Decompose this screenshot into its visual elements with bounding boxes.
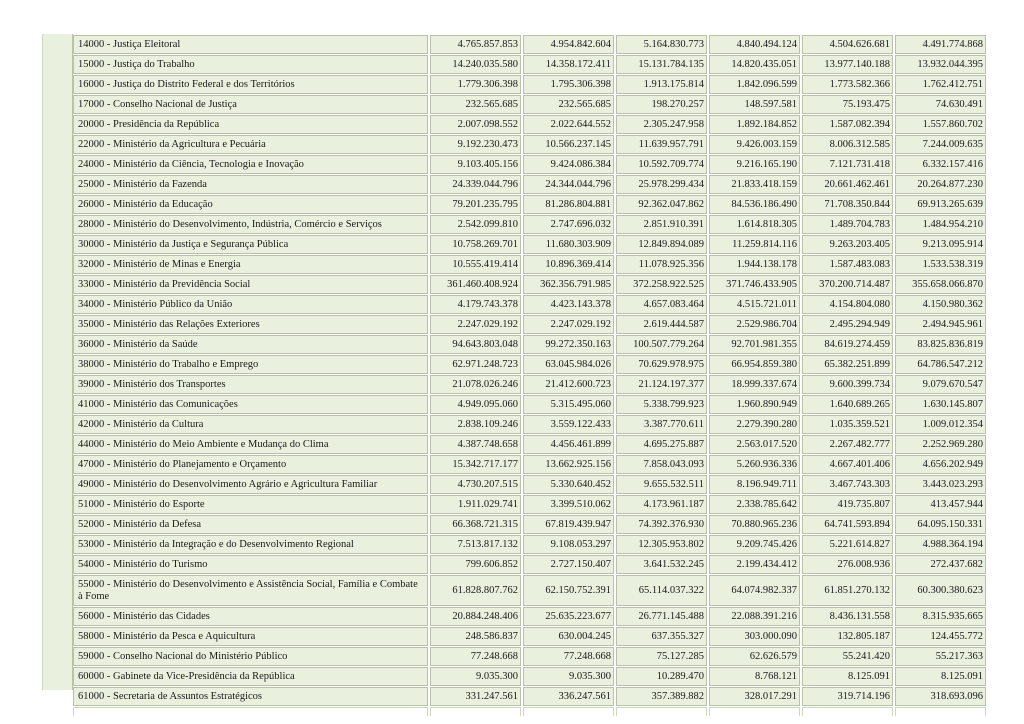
value-cell: 2.494.945.961 (895, 315, 986, 334)
value-cell: 5.330.640.452 (523, 475, 614, 494)
value-cell: 8.315.935.665 (895, 607, 986, 626)
table-row (73, 395, 986, 414)
value-cell: 70.629.978.975 (616, 355, 707, 374)
value-cell: 5.221.614.827 (802, 535, 893, 554)
value-cell: 7.244.009.635 (895, 135, 986, 154)
value-cell: 11.680.303.909 (523, 235, 614, 254)
value-cell: 99.272.350.163 (523, 335, 614, 354)
value-cell: 9.108.053.297 (523, 535, 614, 554)
empty-cell (73, 707, 428, 716)
value-cell: 4.515.721.011 (709, 295, 800, 314)
value-cell: 75.127.285 (616, 647, 707, 666)
value-cell: 25.978.299.434 (616, 175, 707, 194)
value-cell: 77.248.668 (523, 647, 614, 666)
table-row (73, 475, 986, 494)
value-cell: 5.338.799.923 (616, 395, 707, 414)
organ-name-cell: 35000 - Ministério das Relações Exteriores (73, 315, 428, 334)
value-cell: 3.641.532.245 (616, 555, 707, 574)
value-cell: 1.842.096.599 (709, 75, 800, 94)
table-row (73, 235, 986, 254)
value-cell: 26.771.145.488 (616, 607, 707, 626)
value-cell: 9.209.745.426 (709, 535, 800, 554)
organ-name-cell: 51000 - Ministério do Esporte (73, 495, 428, 514)
value-cell: 2.247.029.192 (430, 315, 521, 334)
value-cell: 4.179.743.378 (430, 295, 521, 314)
value-cell: 2.007.098.552 (430, 115, 521, 134)
value-cell: 2.838.109.246 (430, 415, 521, 434)
organ-name-cell: 28000 - Ministério do Desenvolvimento, Indústria, Comércio e Serviços (73, 215, 428, 234)
value-cell: 1.533.538.319 (895, 255, 986, 274)
empty-cell (802, 707, 893, 716)
value-cell: 79.201.235.795 (430, 195, 521, 214)
value-cell: 84.619.274.459 (802, 335, 893, 354)
value-cell: 55.217.363 (895, 647, 986, 666)
table-row (73, 135, 986, 154)
value-cell: 83.825.836.819 (895, 335, 986, 354)
value-cell: 84.536.186.490 (709, 195, 800, 214)
value-cell: 100.507.779.264 (616, 335, 707, 354)
table-row (73, 435, 986, 454)
left-margin-column (42, 34, 73, 690)
value-cell: 4.173.961.187 (616, 495, 707, 514)
value-cell: 61.828.807.762 (430, 575, 521, 606)
value-cell: 5.260.936.336 (709, 455, 800, 474)
organ-name-cell: 34000 - Ministério Público da União (73, 295, 428, 314)
value-cell: 276.008.936 (802, 555, 893, 574)
value-cell: 799.606.852 (430, 555, 521, 574)
value-cell: 64.095.150.331 (895, 515, 986, 534)
value-cell: 3.559.122.433 (523, 415, 614, 434)
value-cell: 9.035.300 (430, 667, 521, 686)
budget-table (71, 34, 988, 717)
value-cell: 64.741.593.894 (802, 515, 893, 534)
table-row (73, 155, 986, 174)
value-cell: 9.035.300 (523, 667, 614, 686)
value-cell: 2.563.017.520 (709, 435, 800, 454)
value-cell: 318.693.096 (895, 687, 986, 706)
value-cell: 25.635.223.677 (523, 607, 614, 626)
value-cell: 357.389.882 (616, 687, 707, 706)
value-cell: 2.747.696.032 (523, 215, 614, 234)
value-cell: 10.896.369.414 (523, 255, 614, 274)
organ-name-cell: 53000 - Ministério da Integração e do Desenvolvimento Regional (73, 535, 428, 554)
value-cell: 1.762.412.751 (895, 75, 986, 94)
value-cell: 9.103.405.156 (430, 155, 521, 174)
value-cell: 1.795.306.398 (523, 75, 614, 94)
value-cell: 4.840.494.124 (709, 35, 800, 54)
table-row (73, 115, 986, 134)
value-cell: 148.597.581 (709, 95, 800, 114)
value-cell: 5.164.830.773 (616, 35, 707, 54)
value-cell: 2.247.029.192 (523, 315, 614, 334)
value-cell: 67.819.439.947 (523, 515, 614, 534)
empty-cell (430, 707, 521, 716)
table-row (73, 607, 986, 626)
organ-name-cell: 56000 - Ministério das Cidades (73, 607, 428, 626)
organ-name-cell: 38000 - Ministério do Trabalho e Emprego (73, 355, 428, 374)
value-cell: 7.121.731.418 (802, 155, 893, 174)
organ-name-cell: 59000 - Conselho Nacional do Ministério Público (73, 647, 428, 666)
value-cell: 132.805.187 (802, 627, 893, 646)
value-cell: 8.196.949.711 (709, 475, 800, 494)
value-cell: 2.022.644.552 (523, 115, 614, 134)
organ-name-cell: 26000 - Ministério da Educação (73, 195, 428, 214)
value-cell: 2.495.294.949 (802, 315, 893, 334)
table-row (73, 195, 986, 214)
value-cell: 64.074.982.337 (709, 575, 800, 606)
value-cell: 361.460.408.924 (430, 275, 521, 294)
value-cell: 10.566.237.145 (523, 135, 614, 154)
value-cell: 24.344.044.796 (523, 175, 614, 194)
value-cell: 413.457.944 (895, 495, 986, 514)
value-cell: 66.954.859.380 (709, 355, 800, 374)
value-cell: 61.851.270.132 (802, 575, 893, 606)
organ-name-cell: 32000 - Ministério de Minas e Energia (73, 255, 428, 274)
value-cell: 10.555.419.414 (430, 255, 521, 274)
value-cell: 20.661.462.461 (802, 175, 893, 194)
blank-row (73, 707, 986, 716)
value-cell: 336.247.561 (523, 687, 614, 706)
organ-name-cell: 55000 - Ministério do Desenvolvimento e Assistência Social, Família e Combate à Fome (73, 575, 428, 606)
value-cell: 4.730.207.515 (430, 475, 521, 494)
value-cell: 9.079.670.547 (895, 375, 986, 394)
table-row (73, 95, 986, 114)
table-row (73, 255, 986, 274)
value-cell: 13.977.140.188 (802, 55, 893, 74)
value-cell: 2.851.910.391 (616, 215, 707, 234)
value-cell: 4.954.842.604 (523, 35, 614, 54)
empty-cell (709, 707, 800, 716)
empty-cell (895, 707, 986, 716)
value-cell: 4.387.748.658 (430, 435, 521, 454)
value-cell: 1.489.704.783 (802, 215, 893, 234)
value-cell: 319.714.196 (802, 687, 893, 706)
value-cell: 62.626.579 (709, 647, 800, 666)
value-cell: 13.662.925.156 (523, 455, 614, 474)
value-cell: 92.362.047.862 (616, 195, 707, 214)
value-cell: 15.342.717.177 (430, 455, 521, 474)
value-cell: 1.587.483.083 (802, 255, 893, 274)
organ-name-cell: 22000 - Ministério da Agricultura e Pecuária (73, 135, 428, 154)
value-cell: 7.858.043.093 (616, 455, 707, 474)
value-cell: 1.035.359.521 (802, 415, 893, 434)
table-row (73, 455, 986, 474)
value-cell: 66.368.721.315 (430, 515, 521, 534)
value-cell: 13.932.044.395 (895, 55, 986, 74)
value-cell: 2.529.986.704 (709, 315, 800, 334)
table-row (73, 55, 986, 74)
value-cell: 232.565.685 (523, 95, 614, 114)
table-row (73, 575, 986, 606)
value-cell: 6.332.157.416 (895, 155, 986, 174)
organ-name-cell: 24000 - Ministério da Ciência, Tecnologia e Inovação (73, 155, 428, 174)
table-row (73, 555, 986, 574)
value-cell: 11.639.957.791 (616, 135, 707, 154)
value-cell: 248.586.837 (430, 627, 521, 646)
value-cell: 637.355.327 (616, 627, 707, 646)
value-cell: 4.657.083.464 (616, 295, 707, 314)
organ-name-cell: 30000 - Ministério da Justiça e Segurança Pública (73, 235, 428, 254)
value-cell: 419.735.807 (802, 495, 893, 514)
value-cell: 55.241.420 (802, 647, 893, 666)
value-cell: 9.600.399.734 (802, 375, 893, 394)
value-cell: 71.708.350.844 (802, 195, 893, 214)
table-row (73, 375, 986, 394)
table-row (73, 315, 986, 334)
value-cell: 1.779.306.398 (430, 75, 521, 94)
value-cell: 9.192.230.473 (430, 135, 521, 154)
table-row (73, 355, 986, 374)
value-cell: 1.587.082.394 (802, 115, 893, 134)
table-row (73, 667, 986, 686)
value-cell: 7.513.817.132 (430, 535, 521, 554)
value-cell: 1.773.582.366 (802, 75, 893, 94)
organ-name-cell: 17000 - Conselho Nacional de Justiça (73, 95, 428, 114)
value-cell: 198.270.257 (616, 95, 707, 114)
value-cell: 370.200.714.487 (802, 275, 893, 294)
value-cell: 5.315.495.060 (523, 395, 614, 414)
value-cell: 4.695.275.887 (616, 435, 707, 454)
value-cell: 1.557.860.702 (895, 115, 986, 134)
value-cell: 4.491.774.868 (895, 35, 986, 54)
value-cell: 4.765.857.853 (430, 35, 521, 54)
empty-cell (523, 707, 614, 716)
value-cell: 9.263.203.405 (802, 235, 893, 254)
value-cell: 1.630.145.807 (895, 395, 986, 414)
value-cell: 9.424.086.384 (523, 155, 614, 174)
value-cell: 62.971.248.723 (430, 355, 521, 374)
value-cell: 64.786.547.212 (895, 355, 986, 374)
value-cell: 3.399.510.062 (523, 495, 614, 514)
value-cell: 4.456.461.899 (523, 435, 614, 454)
value-cell: 20.884.248.406 (430, 607, 521, 626)
value-cell: 272.437.682 (895, 555, 986, 574)
value-cell: 4.423.143.378 (523, 295, 614, 314)
organ-name-cell: 60000 - Gabinete da Vice-Presidência da República (73, 667, 428, 686)
value-cell: 4.667.401.406 (802, 455, 893, 474)
value-cell: 20.264.877.230 (895, 175, 986, 194)
value-cell: 2.279.390.280 (709, 415, 800, 434)
value-cell: 9.216.165.190 (709, 155, 800, 174)
value-cell: 303.000.090 (709, 627, 800, 646)
value-cell: 14.820.435.051 (709, 55, 800, 74)
organ-name-cell: 14000 - Justiça Eleitoral (73, 35, 428, 54)
value-cell: 3.467.743.303 (802, 475, 893, 494)
organ-name-cell: 41000 - Ministério das Comunicações (73, 395, 428, 414)
value-cell: 10.592.709.774 (616, 155, 707, 174)
table-row (73, 35, 986, 54)
value-cell: 2.542.099.810 (430, 215, 521, 234)
value-cell: 328.017.291 (709, 687, 800, 706)
value-cell: 94.643.803.048 (430, 335, 521, 354)
value-cell: 75.193.475 (802, 95, 893, 114)
value-cell: 2.267.482.777 (802, 435, 893, 454)
table-row (73, 687, 986, 706)
value-cell: 65.114.037.322 (616, 575, 707, 606)
value-cell: 630.004.245 (523, 627, 614, 646)
value-cell: 9.655.532.511 (616, 475, 707, 494)
value-cell: 1.911.029.741 (430, 495, 521, 514)
budget-table-body (73, 35, 986, 716)
organ-name-cell: 25000 - Ministério da Fazenda (73, 175, 428, 194)
value-cell: 81.286.804.881 (523, 195, 614, 214)
value-cell: 8.436.131.558 (802, 607, 893, 626)
value-cell: 92.701.981.355 (709, 335, 800, 354)
value-cell: 4.150.980.362 (895, 295, 986, 314)
value-cell: 2.727.150.407 (523, 555, 614, 574)
value-cell: 4.988.364.194 (895, 535, 986, 554)
value-cell: 65.382.251.899 (802, 355, 893, 374)
value-cell: 21.124.197.377 (616, 375, 707, 394)
value-cell: 24.339.044.796 (430, 175, 521, 194)
organ-name-cell: 42000 - Ministério da Cultura (73, 415, 428, 434)
value-cell: 355.658.066.870 (895, 275, 986, 294)
organ-name-cell: 61000 - Secretaria de Assuntos Estratégicos (73, 687, 428, 706)
organ-name-cell: 47000 - Ministério do Planejamento e Orçamento (73, 455, 428, 474)
organ-name-cell: 15000 - Justiça do Trabalho (73, 55, 428, 74)
organ-name-cell: 39000 - Ministério dos Transportes (73, 375, 428, 394)
table-row (73, 75, 986, 94)
value-cell: 8.006.312.585 (802, 135, 893, 154)
organ-name-cell: 54000 - Ministério do Turismo (73, 555, 428, 574)
value-cell: 1.913.175.814 (616, 75, 707, 94)
value-cell: 14.358.172.411 (523, 55, 614, 74)
organ-name-cell: 16000 - Justiça do Distrito Federal e dos Territórios (73, 75, 428, 94)
value-cell: 11.259.814.116 (709, 235, 800, 254)
value-cell: 371.746.433.905 (709, 275, 800, 294)
value-cell: 3.443.023.293 (895, 475, 986, 494)
value-cell: 1.640.689.265 (802, 395, 893, 414)
table-row (73, 175, 986, 194)
value-cell: 11.078.925.356 (616, 255, 707, 274)
value-cell: 2.252.969.280 (895, 435, 986, 454)
value-cell: 124.455.772 (895, 627, 986, 646)
value-cell: 372.258.922.525 (616, 275, 707, 294)
value-cell: 1.009.012.354 (895, 415, 986, 434)
value-cell: 10.289.470 (616, 667, 707, 686)
value-cell: 62.150.752.391 (523, 575, 614, 606)
table-row (73, 495, 986, 514)
table-row (73, 415, 986, 434)
table-row (73, 627, 986, 646)
organ-name-cell: 52000 - Ministério da Defesa (73, 515, 428, 534)
table-row (73, 295, 986, 314)
value-cell: 3.387.770.611 (616, 415, 707, 434)
value-cell: 4.949.095.060 (430, 395, 521, 414)
value-cell: 2.199.434.412 (709, 555, 800, 574)
value-cell: 8.125.091 (895, 667, 986, 686)
value-cell: 21.078.026.246 (430, 375, 521, 394)
value-cell: 9.213.095.914 (895, 235, 986, 254)
organ-name-cell: 33000 - Ministério da Previdência Social (73, 275, 428, 294)
value-cell: 2.305.247.958 (616, 115, 707, 134)
value-cell: 63.045.984.026 (523, 355, 614, 374)
value-cell: 18.999.337.674 (709, 375, 800, 394)
table-row (73, 335, 986, 354)
organ-name-cell: 36000 - Ministério da Saúde (73, 335, 428, 354)
value-cell: 4.504.626.681 (802, 35, 893, 54)
value-cell: 14.240.035.580 (430, 55, 521, 74)
value-cell: 21.833.418.159 (709, 175, 800, 194)
value-cell: 74.392.376.930 (616, 515, 707, 534)
value-cell: 2.619.444.587 (616, 315, 707, 334)
empty-cell (616, 707, 707, 716)
value-cell: 10.758.269.701 (430, 235, 521, 254)
value-cell: 2.338.785.642 (709, 495, 800, 514)
value-cell: 1.960.890.949 (709, 395, 800, 414)
table-row (73, 515, 986, 534)
value-cell: 1.614.818.305 (709, 215, 800, 234)
value-cell: 4.656.202.949 (895, 455, 986, 474)
value-cell: 70.880.965.236 (709, 515, 800, 534)
value-cell: 9.426.003.159 (709, 135, 800, 154)
value-cell: 12.305.953.802 (616, 535, 707, 554)
value-cell: 1.484.954.210 (895, 215, 986, 234)
organ-name-cell: 58000 - Ministério da Pesca e Aquicultura (73, 627, 428, 646)
value-cell: 69.913.265.639 (895, 195, 986, 214)
value-cell: 8.768.121 (709, 667, 800, 686)
table-row (73, 275, 986, 294)
value-cell: 74.630.491 (895, 95, 986, 114)
table-row (73, 647, 986, 666)
value-cell: 15.131.784.135 (616, 55, 707, 74)
value-cell: 60.300.380.623 (895, 575, 986, 606)
value-cell: 331.247.561 (430, 687, 521, 706)
organ-name-cell: 20000 - Presidência da República (73, 115, 428, 134)
organ-name-cell: 44000 - Ministério do Meio Ambiente e Mudança do Clima (73, 435, 428, 454)
table-row (73, 535, 986, 554)
value-cell: 232.565.685 (430, 95, 521, 114)
value-cell: 12.849.894.089 (616, 235, 707, 254)
table-row (73, 215, 986, 234)
value-cell: 1.944.138.178 (709, 255, 800, 274)
value-cell: 362.356.791.985 (523, 275, 614, 294)
value-cell: 4.154.804.080 (802, 295, 893, 314)
value-cell: 22.088.391.216 (709, 607, 800, 626)
value-cell: 21.412.600.723 (523, 375, 614, 394)
value-cell: 77.248.668 (430, 647, 521, 666)
value-cell: 8.125.091 (802, 667, 893, 686)
value-cell: 1.892.184.852 (709, 115, 800, 134)
organ-name-cell: 49000 - Ministério do Desenvolvimento Agrário e Agricultura Familiar (73, 475, 428, 494)
